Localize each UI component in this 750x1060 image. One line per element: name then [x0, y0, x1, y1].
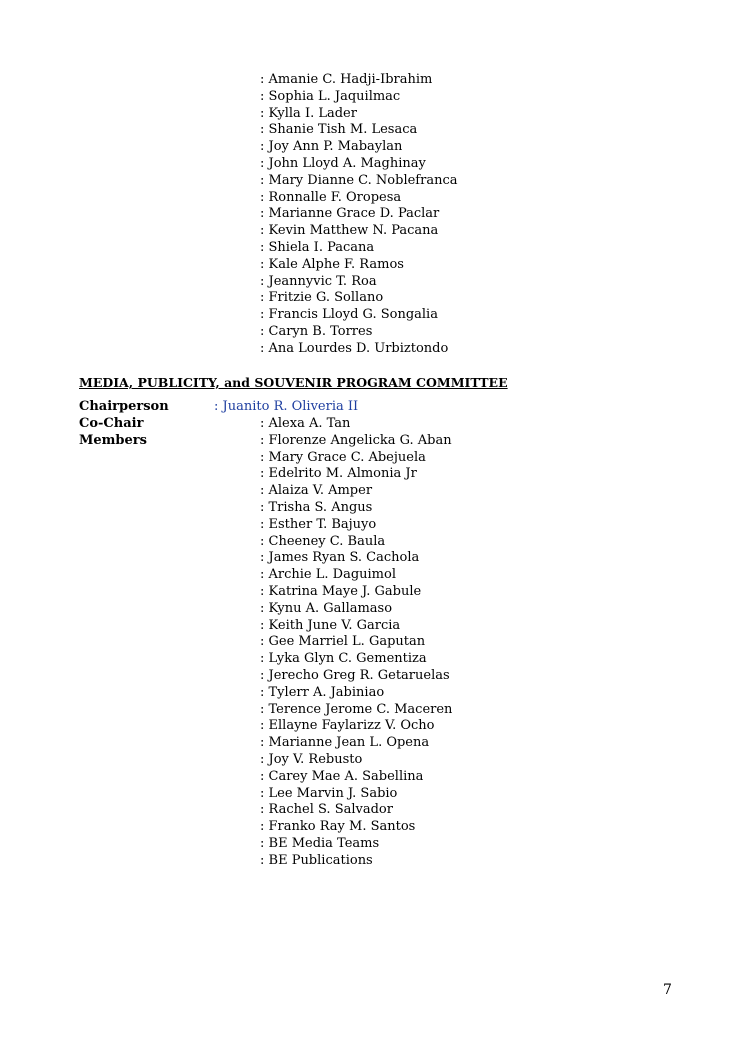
member-name: : Lyka Glyn C. Gementiza	[260, 651, 452, 668]
member-name: : Kevin Matthew N. Pacana	[260, 223, 457, 240]
member-name: : Jerecho Greg R. Getaruelas	[260, 668, 452, 685]
member-name: : Marianne Grace D. Paclar	[260, 206, 457, 223]
member-name: : Ronnalle F. Oropesa	[260, 190, 457, 207]
member-name: : Rachel S. Salvador	[260, 802, 452, 819]
member-name: : Ellayne Faylarizz V. Ocho	[260, 718, 452, 735]
member-name: : Kynu A. Gallamaso	[260, 601, 452, 618]
committee-member-list	[260, 416, 452, 870]
member-name: : Caryn B. Torres	[260, 324, 457, 341]
member-name: : Sophia L. Jaquilmac	[260, 89, 457, 106]
member-name: : Francis Lloyd G. Songalia	[260, 307, 457, 324]
member-name: : Joy V. Rebusto	[260, 752, 452, 769]
member-name: : James Ryan S. Cachola	[260, 550, 452, 567]
continued-member-list	[260, 72, 457, 358]
member-name: : Fritzie G. Sollano	[260, 290, 457, 307]
committee-heading: MEDIA, PUBLICITY, and SOUVENIR PROGRAM COMMITTEE	[79, 375, 508, 390]
member-name: : Keith June V. Garcia	[260, 618, 452, 635]
member-name: : Kale Alphe F. Ramos	[260, 257, 457, 274]
member-name: : Shiela I. Pacana	[260, 240, 457, 257]
member-name: : Esther T. Bajuyo	[260, 517, 452, 534]
member-name: : Trisha S. Angus	[260, 500, 452, 517]
member-name: : Tylerr A. Jabiniao	[260, 685, 452, 702]
cochair-name: : Alexa A. Tan	[260, 416, 452, 433]
member-name: : Mary Grace C. Abejuela	[260, 450, 452, 467]
member-name: : Joy Ann P. Mabaylan	[260, 139, 457, 156]
member-name: : Shanie Tish M. Lesaca	[260, 122, 457, 139]
member-name: : Kylla I. Lader	[260, 106, 457, 123]
chairperson-name: : Juanito R. Oliveria II	[214, 399, 358, 416]
member-name: : Gee Marriel L. Gaputan	[260, 634, 452, 651]
member-name: : Terence Jerome C. Maceren	[260, 702, 452, 719]
member-name: : Florenze Angelicka G. Aban	[260, 433, 452, 450]
page-number: 7	[663, 982, 672, 998]
member-name: : Amanie C. Hadji-Ibrahim	[260, 72, 457, 89]
member-name: : Ana Lourdes D. Urbiztondo	[260, 341, 457, 358]
member-name: : Franko Ray M. Santos	[260, 819, 452, 836]
member-name: : Cheeney C. Baula	[260, 534, 452, 551]
member-name: : Edelrito M. Almonia Jr	[260, 466, 452, 483]
chairperson-label: Chairperson	[79, 399, 169, 414]
member-name: : Marianne Jean L. Opena	[260, 735, 452, 752]
member-name: : Katrina Maye J. Gabule	[260, 584, 452, 601]
member-name: : John Lloyd A. Maghinay	[260, 156, 457, 173]
member-name: : Lee Marvin J. Sabio	[260, 786, 452, 803]
member-name: : Archie L. Daguimol	[260, 567, 452, 584]
member-name: : Alaiza V. Amper	[260, 483, 452, 500]
member-name: : Jeannyvic T. Roa	[260, 274, 457, 291]
members-label: Members	[79, 433, 147, 448]
cochair-label: Co-Chair	[79, 416, 144, 431]
member-name: : Mary Dianne C. Noblefranca	[260, 173, 457, 190]
member-name: : Carey Mae A. Sabellina	[260, 769, 452, 786]
member-name: : BE Media Teams	[260, 836, 452, 853]
member-name: : BE Publications	[260, 853, 452, 870]
